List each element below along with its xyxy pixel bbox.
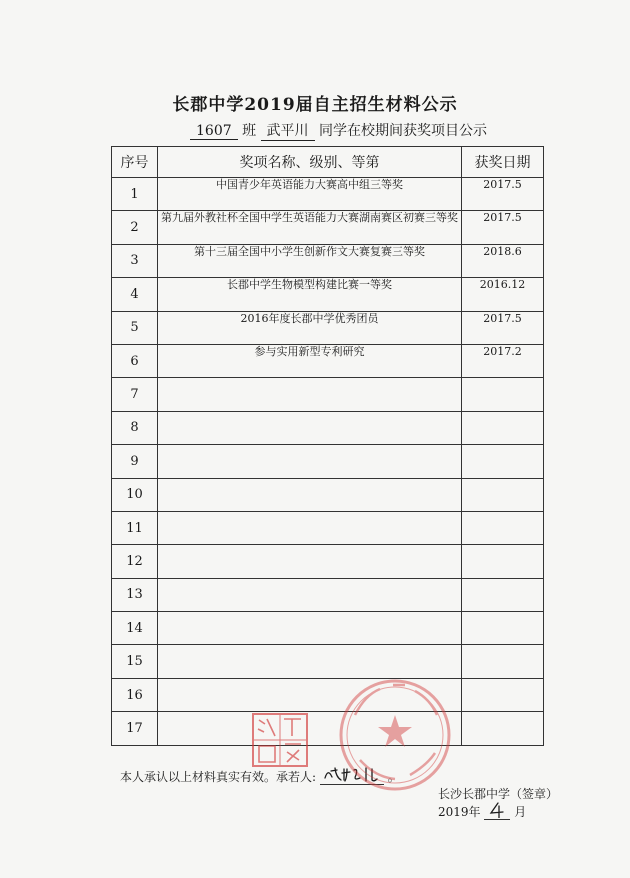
- award-name: [158, 612, 462, 645]
- row-number: 5: [112, 311, 158, 344]
- row-number: 16: [112, 678, 158, 711]
- award-name: 第十三届全国中小学生创新作文大赛复赛三等奖: [158, 244, 462, 277]
- award-date: [462, 411, 544, 444]
- table-row: [112, 478, 544, 511]
- row-number: 14: [112, 612, 158, 645]
- award-date: [462, 678, 544, 711]
- award-name: [158, 511, 462, 544]
- award-date: [462, 511, 544, 544]
- table-row: [112, 612, 544, 645]
- award-name: [158, 578, 462, 611]
- row-number: 6: [112, 344, 158, 377]
- award-date: [462, 378, 544, 411]
- row-number: 4: [112, 278, 158, 311]
- school-round-stamp: [335, 675, 455, 795]
- awards-table: [111, 146, 544, 746]
- row-number: 12: [112, 545, 158, 578]
- table-row: [112, 445, 544, 478]
- subtitle: [190, 120, 487, 141]
- award-date: [462, 645, 544, 678]
- award-name: [158, 378, 462, 411]
- table-header-row: [112, 147, 544, 178]
- award-date: 2017.5: [462, 211, 544, 244]
- award-name: [158, 478, 462, 511]
- row-number: 1: [112, 178, 158, 211]
- row-number: 3: [112, 244, 158, 277]
- subtitle-text: 同学在校期间获奖项目公示: [319, 123, 487, 139]
- row-number: 8: [112, 411, 158, 444]
- table-row: [112, 545, 544, 578]
- row-number: 17: [112, 712, 158, 745]
- personal-seal-stamp: [251, 712, 309, 768]
- school-signoff: 长沙长郡中学（签章）: [438, 787, 559, 801]
- award-date: 2017.5: [462, 178, 544, 211]
- award-date: [462, 578, 544, 611]
- table-row: [112, 578, 544, 611]
- row-number: 11: [112, 511, 158, 544]
- row-number: 13: [112, 578, 158, 611]
- signoff-date: [438, 803, 526, 820]
- header-number: 序号: [112, 147, 158, 178]
- award-date: [462, 545, 544, 578]
- row-number: 7: [112, 378, 158, 411]
- table-row: [112, 278, 544, 311]
- award-date: [462, 478, 544, 511]
- award-date: 2017.2: [462, 344, 544, 377]
- table-row: [112, 511, 544, 544]
- award-name: [158, 411, 462, 444]
- header-award-name: 奖项名称、级别、等第: [158, 147, 462, 178]
- table-row: [112, 378, 544, 411]
- table-row: [112, 344, 544, 377]
- table-row: [112, 411, 544, 444]
- pledge-text: 本人承认以上材料真实有效。承若人:: [120, 770, 317, 784]
- award-name: 第九届外教社杯全国中学生英语能力大赛湖南赛区初赛三等奖: [158, 211, 462, 244]
- award-name: 长郡中学生物模型构建比赛一等奖: [158, 278, 462, 311]
- award-name: [158, 645, 462, 678]
- row-number: 2: [112, 211, 158, 244]
- award-name: 参与实用新型专利研究: [158, 344, 462, 377]
- class-number: 1607: [190, 123, 238, 140]
- table-row: [112, 244, 544, 277]
- award-date: 2018.6: [462, 244, 544, 277]
- class-suffix: 班: [242, 123, 257, 139]
- header-award-date: 获奖日期: [462, 147, 544, 178]
- table-row: [112, 311, 544, 344]
- award-date: [462, 612, 544, 645]
- award-date: [462, 712, 544, 745]
- award-name: [158, 545, 462, 578]
- award-date: 2017.5: [462, 311, 544, 344]
- row-number: 9: [112, 445, 158, 478]
- page-title: 长郡中学2019届自主招生材料公示: [172, 95, 458, 115]
- table-row: [112, 678, 544, 711]
- table-row: [112, 645, 544, 678]
- table-row: [112, 712, 544, 745]
- award-date: 2016.12: [462, 278, 544, 311]
- student-name: 武平川: [261, 120, 315, 141]
- handwritten-month: [484, 804, 510, 820]
- table-row: [112, 178, 544, 211]
- row-number: 15: [112, 645, 158, 678]
- award-name: 2016年度长郡中学优秀团员: [158, 311, 462, 344]
- signoff-month-unit: 月: [514, 805, 527, 819]
- signoff-year: 2019年: [438, 805, 481, 819]
- table-row: [112, 211, 544, 244]
- award-name: [158, 445, 462, 478]
- award-date: [462, 445, 544, 478]
- row-number: 10: [112, 478, 158, 511]
- pledge-end-mark: 。: [387, 770, 400, 784]
- award-name: 中国青少年英语能力大赛高中组三等奖: [158, 178, 462, 211]
